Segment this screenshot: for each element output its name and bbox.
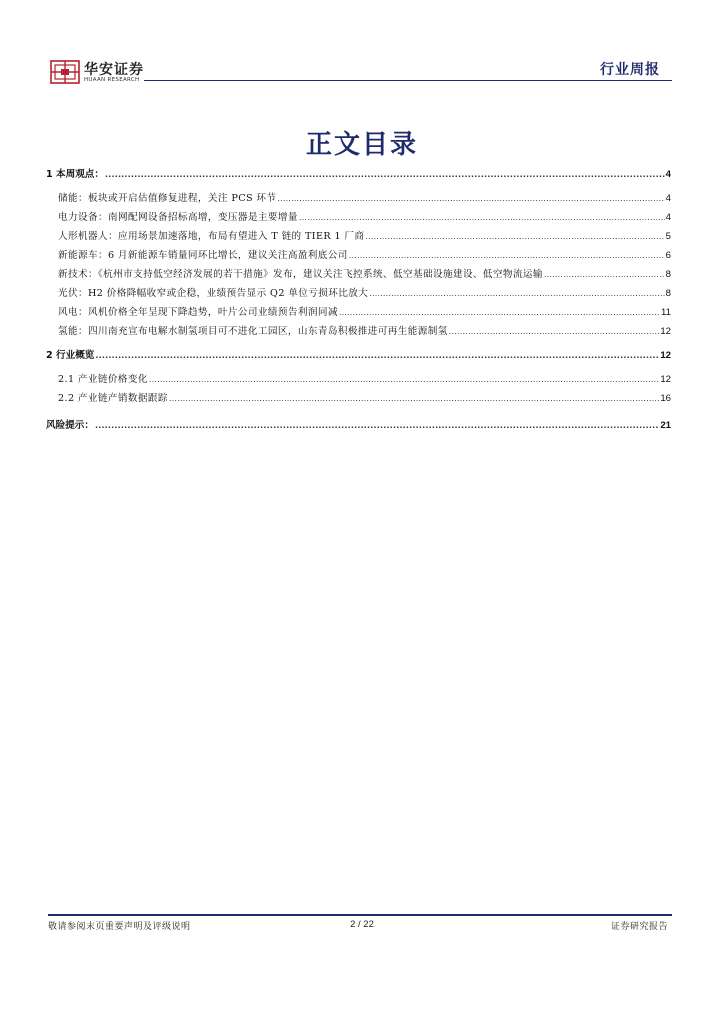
toc-entry-label: 光伏：H2 价格降幅收窄或企稳，业绩预告显示 Q2 单位亏损环比放大 — [58, 288, 369, 299]
toc-entry[interactable] — [46, 372, 671, 388]
toc-entry[interactable] — [46, 267, 671, 283]
toc-leader-dots — [544, 267, 665, 283]
toc-leader-dots — [449, 324, 660, 340]
toc-entry-label: 新技术：《杭州市支持低空经济发展的若干措施》发布，建议关注飞控系统、低空基础设施建设、低空物流运输 — [58, 269, 543, 280]
toc-entry[interactable] — [46, 210, 671, 226]
toc-leader-dots — [149, 372, 659, 388]
toc-entry-page: 12 — [660, 374, 671, 385]
toc-entry-label: 电力设备：南网配网设备招标高增，变压器是主要增量 — [58, 212, 298, 223]
toc-entry-label: 氢能：四川南充宣布电解水制氢项目可不进化工园区，山东青岛积极推进可再生能源制氢 — [58, 326, 448, 337]
toc-entry-label: 人形机器人：应用场景加速落地，布局有望进入 T 链的 TIER 1 厂商 — [58, 231, 365, 242]
toc-entry-page: 12 — [660, 350, 671, 361]
toc-leader-dots — [169, 391, 659, 407]
toc-leader-dots — [105, 167, 665, 183]
toc-entry-label: 新能源车：6 月新能源车销量同环比增长，建议关注高盈利底公司 — [58, 250, 348, 261]
toc-entry[interactable] — [46, 348, 671, 364]
toc-leader-dots — [277, 191, 664, 207]
toc-entry-label: 风险提示： — [46, 420, 94, 431]
toc-leader-dots — [95, 418, 659, 434]
huaan-logo-icon — [50, 60, 80, 84]
toc-entry-page: 6 — [665, 250, 671, 261]
toc-entry-label: 2.2 产业链产销数据跟踪 — [58, 393, 168, 404]
toc-entry-label: 2.1 产业链价格变化 — [58, 374, 148, 385]
toc-entry[interactable] — [46, 286, 671, 302]
toc-leader-dots — [349, 248, 665, 264]
footer-disclaimer: 敬请参阅末页重要声明及评级说明 — [48, 922, 191, 932]
toc-leader-dots — [369, 286, 664, 302]
toc-entry-page: 5 — [665, 231, 671, 242]
logo-company-name: 华安证券 — [84, 62, 144, 78]
toc-entry-label: 储能：板块或开启估值修复进程，关注 PCS 环节 — [58, 193, 277, 204]
toc-entry[interactable] — [46, 229, 671, 245]
header-divider — [144, 80, 672, 81]
toc-entry[interactable] — [46, 418, 671, 434]
toc-entry-page: 8 — [665, 269, 671, 280]
toc-leader-dots — [365, 229, 664, 245]
toc-entry[interactable] — [46, 248, 671, 264]
toc-entry-page: 21 — [660, 420, 671, 431]
toc-entry-page: 16 — [660, 393, 671, 404]
toc-entry-page: 8 — [665, 288, 671, 299]
toc-leader-dots — [95, 348, 659, 364]
toc-entry[interactable] — [46, 191, 671, 207]
toc-entry-label: 风电：风机价格全年呈现下降趋势，叶片公司业绩预告利润同减 — [58, 307, 338, 318]
toc-entry-label: 2 行业概览 — [46, 350, 95, 361]
toc-entry-page: 11 — [661, 307, 671, 318]
toc-entry[interactable] — [46, 305, 671, 321]
toc-entry-label: 1 本周观点： — [46, 169, 104, 180]
footer-divider — [48, 914, 672, 916]
toc-entry-page: 12 — [660, 326, 671, 337]
logo-english-name: HUAAN RESEARCH — [84, 77, 140, 83]
footer-report-label: 证券研究报告 — [610, 922, 668, 932]
toc-entry-page: 4 — [665, 193, 671, 204]
toc-entry-page: 4 — [665, 212, 671, 223]
report-type-label: 行业周报 — [600, 62, 660, 78]
toc-leader-dots — [299, 210, 665, 226]
page-title: 正文目录 — [305, 130, 418, 160]
toc-entry[interactable] — [46, 167, 671, 183]
toc-entry[interactable] — [46, 391, 671, 407]
page-number: 2 / 22 — [350, 919, 374, 930]
toc-leader-dots — [339, 305, 660, 321]
toc-entry[interactable] — [46, 324, 671, 340]
toc-entry-page: 4 — [665, 169, 671, 180]
